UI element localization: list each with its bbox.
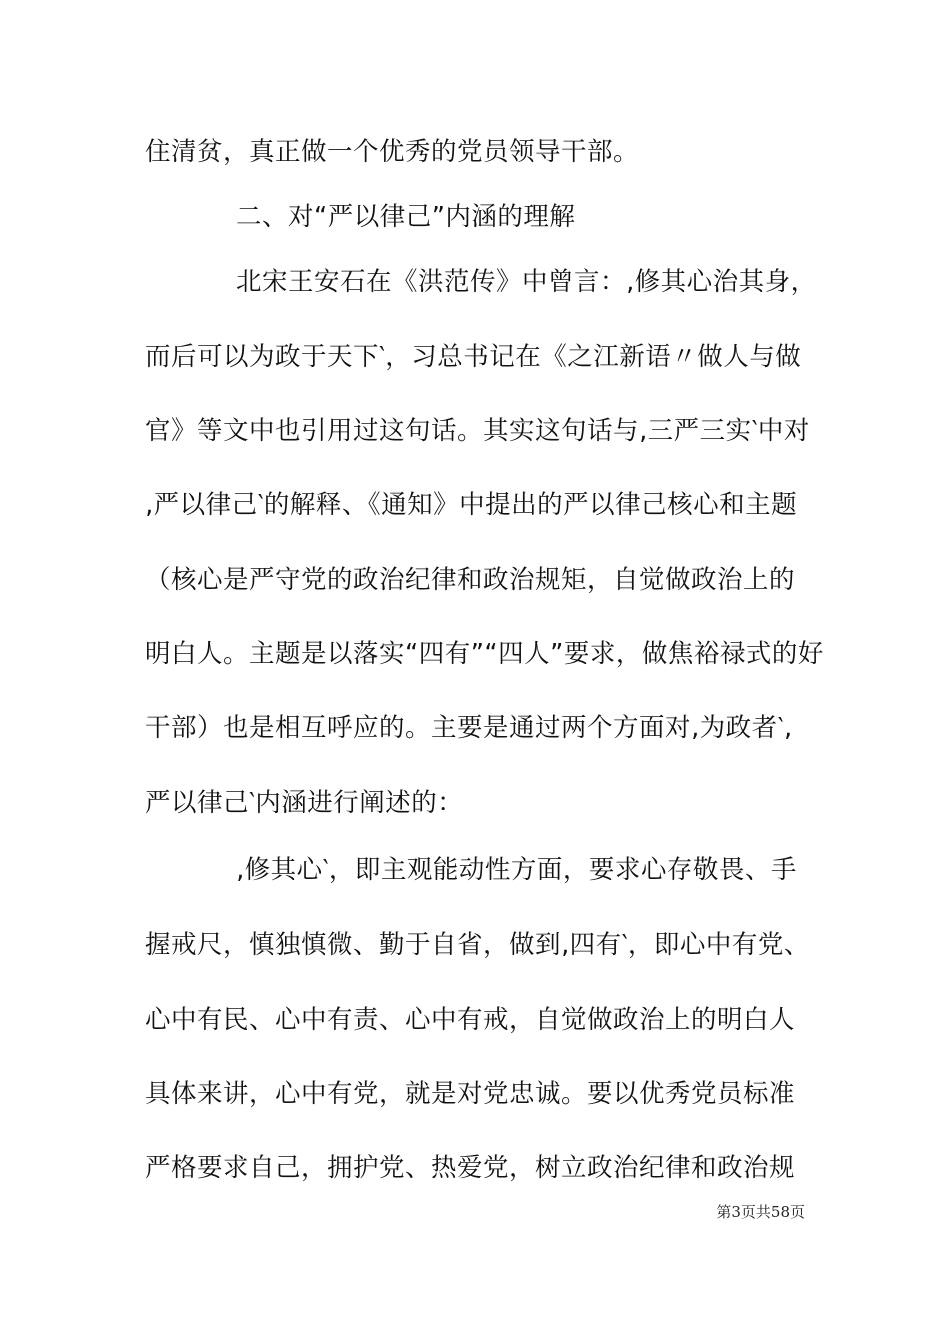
body-line-11: 握戒尺，慎独慎微、勤于自省，做到‚四有‵，即心中有党、 [145,930,810,960]
body-line-13: 具体来讲，心中有党，就是对党忠诚。要以优秀党员标准 [145,1079,796,1109]
body-line-1: 住清贫，真正做一个优秀的党员领导干部。 [145,137,640,167]
body-line-4: 官》等文中也引用过这句话。其实这句话与‚三严三实‵中对 [145,416,810,446]
body-line-6: （核心是严守党的政治纪律和政治规矩，自觉做政治上的 [145,565,796,595]
body-line-8: 干部）也是相互呼应的。主要是通过两个方面对‚为政者‵‚ [145,713,793,743]
body-line-14: 严格要求自己，拥护党、热爱党，树立政治纪律和政治规 [145,1153,796,1183]
section-heading: 二、对“严以律己”内涵的理解 [236,202,576,232]
body-line-2: 北宋王安石在《洪范传》中曾言：‚修其心治其身， [236,267,817,297]
body-line-5: ‚严以律己‵的解释、《通知》中提出的严以律己核心和主题 [145,490,798,520]
body-line-10: ‚修其心‵，即主观能动性方面，要求心存敬畏、手 [236,855,797,885]
body-line-7: 明白人。主题是以落实“四有”“四人”要求，做焦裕禄式的好 [145,639,824,669]
page-number-footer: 第3页共58页 [716,1203,805,1221]
body-line-12: 心中有民、心中有责、心中有戒，自觉做政治上的明白人 [145,1005,796,1035]
body-line-9: 严以律己‵内涵进行阐述的： [145,788,464,818]
body-line-3: 而后可以为政于天下‵，习总书记在《之江新语〃做人与做 [145,342,802,372]
